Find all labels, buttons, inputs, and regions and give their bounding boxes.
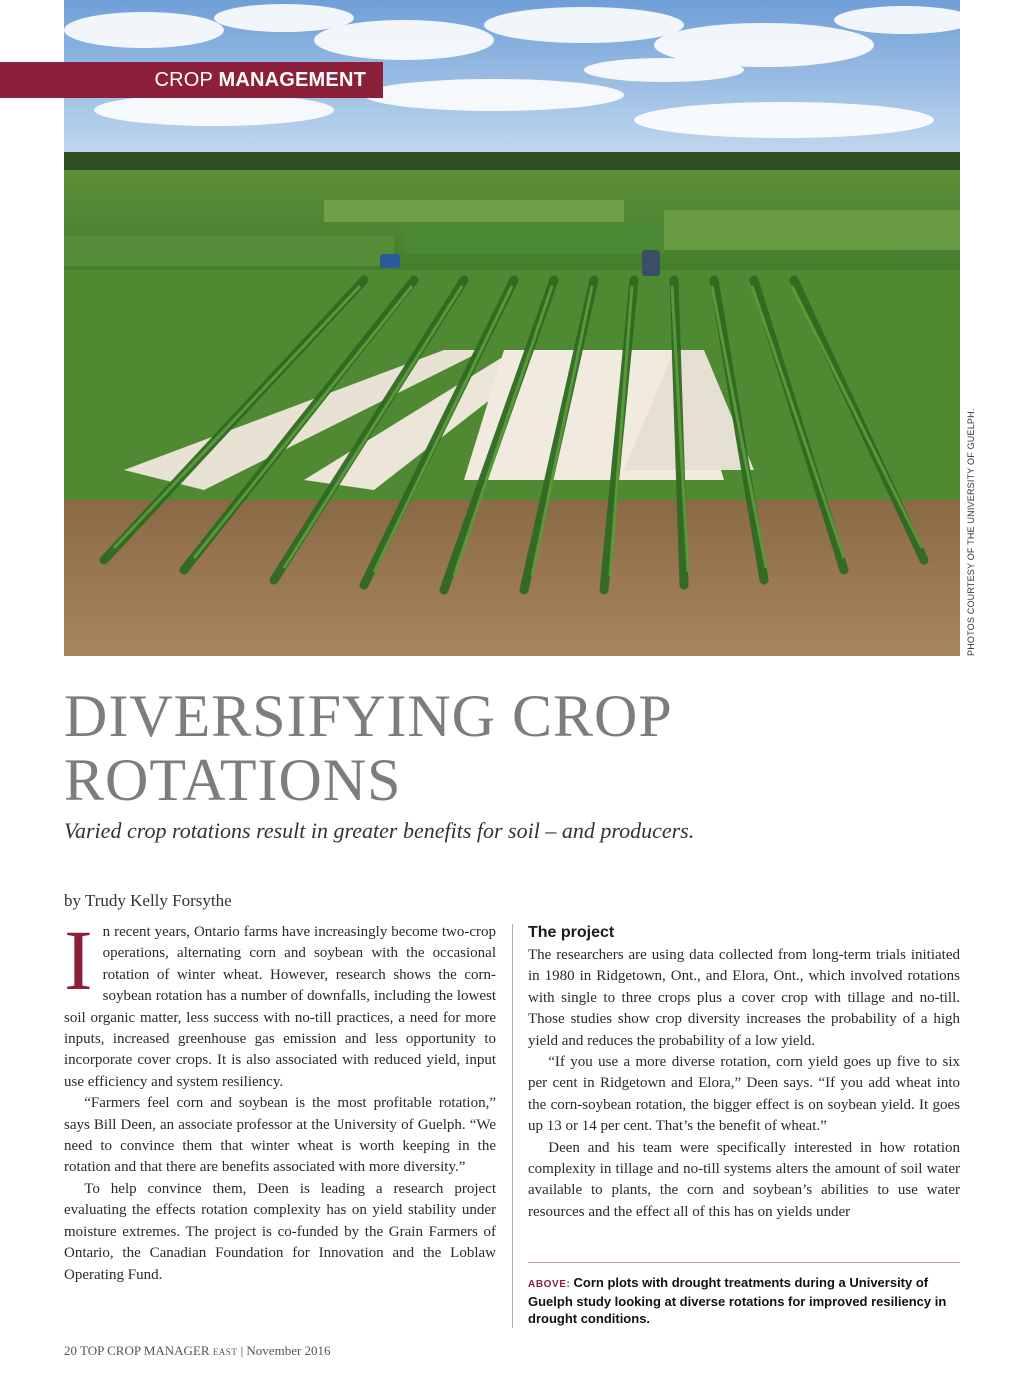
photo-credit: PHOTOS COURTESY OF THE UNIVERSITY OF GUELPH. (966, 408, 976, 656)
headline-line-1: DIVERSIFYING CROP (64, 683, 673, 749)
section-label-bold: MANAGEMENT (218, 69, 366, 91)
footer-separator: | (240, 1343, 244, 1358)
paragraph: Deen and his team were specifically interested in how rotation complexity in tillage and no-till systems alters the amount of soil water available to plants, the corn and soybean’s abilities to use water resources and the effect all of this has on yields under (528, 1139, 960, 1220)
paragraph: The researchers are using data collected from long-term trials initiated in 1980 in Ridgetown, Ont., and Elora, Ont., which involved rotations with single to three crops plus a cover crop with tillage and no-till. Those studies show crop diversity increases the probability of a high yield and reduces the probability of a low yield. (528, 947, 960, 1049)
drop-cap: I (64, 912, 93, 1008)
byline: by Trudy Kelly Forsythe (64, 891, 232, 910)
magazine-name: TOP CROP MANAGER (80, 1343, 210, 1358)
article-column-right (528, 922, 960, 1223)
deck: Varied crop rotations result in greater benefits for soil – and producers. (64, 818, 695, 843)
section-tag (0, 62, 383, 98)
paragraph: To help convince them, Deen is leading a research project evaluating the effects rotation complexity has on yield stability under moisture extremes. The project is co-funded by the Grain Farmers of Ontario, the Canadian Foundation for Innovation and the Loblaw Operating Fund. (64, 1180, 496, 1283)
section-label-light: CROP (154, 69, 213, 91)
column-divider (512, 924, 513, 1328)
hero-photo (64, 0, 960, 656)
edition: EAST (212, 1347, 238, 1357)
paragraph: n recent years, Ontario farms have increasingly become two-crop operations, alternating corn and soybean with the occasional rotation of winter wheat. However, research shows the corn-soybean rotation has a number of downfalls, including the lowest soil organic matter, less success with no-till practices, a need for more inputs, increased greenhouse gas emission and less opportunity to incorporate cover crops. It is also associated with reduced yield, input use efficiency and system resiliency. (64, 924, 496, 1090)
caption-lead: ABOVE: (528, 1279, 571, 1290)
subhead: The project (528, 924, 615, 941)
paragraph: “Farmers feel corn and soybean is the most profitable rotation,” says Bill Deen, an associate professor at the University of Guelph. “We need to convince them that winter wheat is worth keeping in the rotation and that there are benefits associated with more diversity.” (64, 1095, 496, 1176)
article-column-left (64, 912, 496, 1286)
caption-text: Corn plots with drought treatments during a University of Guelph study looking at diverse rotations for improved resiliency in drought conditions. (528, 1275, 947, 1326)
caption-divider (528, 1262, 960, 1263)
page-number: 20 (64, 1343, 77, 1358)
paragraph: “If you use a more diverse rotation, corn yield goes up five to six per cent in Ridgetown and Elora,” Deen says. “If you add wheat into the corn-soybean rotation, the bigger effect is on soybean yield. It goes up 13 or 14 per cent. That’s the benefit of wheat.” (528, 1054, 960, 1135)
issue-date: November 2016 (246, 1343, 331, 1358)
photo-caption (528, 1274, 960, 1327)
headline-line-2: ROTATIONS (64, 747, 402, 813)
headline (64, 684, 924, 812)
page-footer (64, 1342, 331, 1361)
